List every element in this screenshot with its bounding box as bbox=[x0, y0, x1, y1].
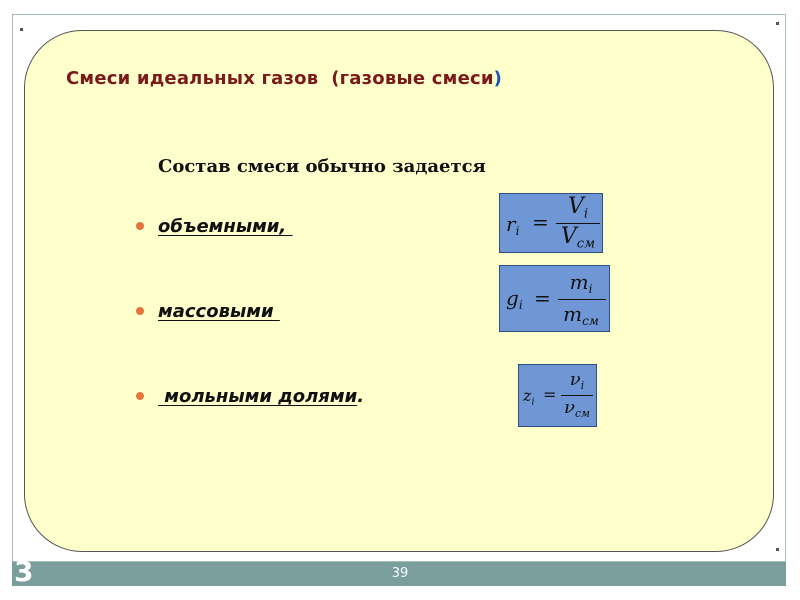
formula-lhs: $r_i$ bbox=[506, 212, 520, 239]
formula-equals: = bbox=[543, 385, 557, 404]
bullet-dot bbox=[136, 392, 144, 400]
page-number: 39 bbox=[391, 566, 409, 581]
bullet-dot bbox=[136, 222, 144, 230]
title-closing-paren: ) bbox=[493, 68, 503, 89]
corner-mark bbox=[776, 548, 779, 551]
formula-numerator: $V_i$ bbox=[567, 194, 589, 222]
bullet-molar-label: мольными долями bbox=[158, 386, 358, 407]
formula-volume-fraction bbox=[499, 193, 603, 253]
formula-lhs: $g_i$ bbox=[506, 286, 523, 313]
formula-denominator: $m_{см}$ bbox=[563, 302, 599, 329]
formula-molar-fraction bbox=[518, 364, 597, 427]
fraction-bar bbox=[561, 395, 593, 396]
formula-denominator: $\nu_{см}$ bbox=[564, 397, 590, 420]
corner-mark bbox=[776, 22, 779, 25]
title-main: Смеси идеальных газов (газовые смеси bbox=[66, 68, 494, 89]
fraction-bar bbox=[558, 299, 606, 300]
bullet-volume-fractions: объемными, bbox=[158, 216, 293, 237]
content-panel bbox=[24, 30, 774, 552]
intro-text: Состав смеси обычно задается bbox=[158, 156, 486, 177]
formula-equals: = bbox=[534, 286, 551, 310]
bullet-dot bbox=[136, 307, 144, 315]
bullet-molar-period: . bbox=[357, 386, 365, 407]
formula-denominator: $V_{см}$ bbox=[560, 224, 596, 252]
formula-mass-fraction bbox=[499, 265, 610, 332]
corner-mark bbox=[20, 28, 23, 31]
formula-numerator: $m_i$ bbox=[569, 270, 593, 297]
bullet-mass-fractions: массовыми bbox=[158, 301, 280, 322]
footer-slide-marker: 3 bbox=[14, 555, 34, 588]
slide-title bbox=[66, 68, 502, 89]
bullet-molar-fractions bbox=[158, 386, 364, 407]
formula-equals: = bbox=[532, 210, 549, 234]
formula-lhs: $z_i$ bbox=[523, 386, 535, 408]
formula-numerator: $\nu_i$ bbox=[569, 369, 585, 392]
